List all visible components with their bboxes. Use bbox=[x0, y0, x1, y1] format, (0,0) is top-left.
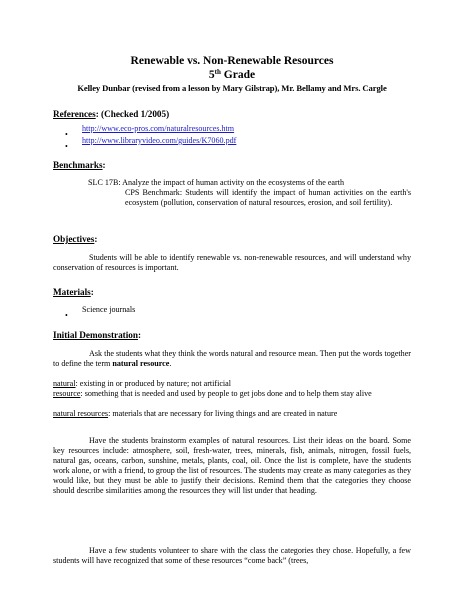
definition-resource: resource: something that is needed and used by people to get jobs done and to help them stay alive bbox=[53, 389, 372, 398]
references-heading: References bbox=[53, 109, 96, 119]
reference-link-1[interactable]: http://www.eco-pros.com/naturalresources.htm bbox=[82, 124, 235, 133]
materials-heading: Materials bbox=[53, 287, 91, 297]
demonstration-heading: Initial Demonstration bbox=[53, 330, 138, 340]
bullet-icon: • bbox=[65, 311, 68, 320]
bullet-icon: • bbox=[65, 142, 68, 151]
reference-link-2[interactable]: http://www.libraryvideo.com/guides/K7060.pdf bbox=[82, 136, 237, 145]
objectives-text: Students will be able to identify renewable vs. non-renewable resources, and will understand why conservation of resources is important. bbox=[53, 253, 411, 272]
references-note: : (Checked 1/2005) bbox=[95, 109, 170, 119]
demonstration-paragraph-1: Ask the students what they think the words natural and resource mean. Then put the words together to define the term natural resource. bbox=[53, 349, 411, 368]
grade-line bbox=[0, 68, 464, 81]
grade-number: 5 bbox=[208, 69, 215, 81]
definition-term: natural bbox=[53, 379, 76, 388]
definition-term: resource bbox=[53, 389, 81, 398]
grade-word: Grade bbox=[223, 69, 256, 81]
reference-item-2 bbox=[65, 136, 68, 154]
materials-item-text: Science journals bbox=[82, 305, 136, 314]
demonstration-heading-line: Initial Demonstration: bbox=[53, 330, 142, 340]
bullet-icon: • bbox=[65, 130, 68, 139]
materials-heading-line: Materials: bbox=[53, 287, 94, 297]
grade-suffix: th bbox=[214, 68, 221, 76]
definition-natural: natural: existing in or produced by nature; not artificial bbox=[53, 379, 232, 388]
benchmark-slc: SLC 17B: Analyze the impact of human activity on the ecosystems of the earth bbox=[88, 178, 345, 187]
benchmarks-heading: Benchmarks bbox=[53, 160, 103, 170]
references-heading-line bbox=[53, 104, 169, 122]
natural-resource-term: natural resource bbox=[112, 359, 170, 368]
demonstration-paragraph-3: Have a few students volunteer to share with the class the categories they chose. Hopefully, a few students will have recognized that some of these resources “come back” (trees, bbox=[53, 546, 411, 565]
objectives-heading-line: Objectives: bbox=[53, 234, 98, 244]
author-byline: Kelley Dunbar (revised from a lesson by Mary Gilstrap), Mr. Bellamy and Mrs. Cargle bbox=[77, 83, 387, 93]
objectives-heading: Objectives bbox=[53, 234, 95, 244]
definition-term: natural resources bbox=[53, 409, 109, 418]
demonstration-paragraph-2: Have the students brainstorm examples of natural resources. List their ideas on the board. Some key resources include: atmosphere, soil, fresh-water, trees, minerals, fish, animals, nitrogen, fossil fuels, natural gas, oceans, carbon, sunshine, metals, plants, coal, oil. Once the list is complete, have the students work alone, or with a friend, to group the list of resources. The students may create as many categories as they would like, but they must be able to justify their decisions. Remind them that the categories they choose should describe similarities among the resources they will list under that heading. bbox=[53, 436, 411, 495]
definition-natural-resources: natural resources: materials that are necessary for living things and are created in nature bbox=[53, 409, 338, 418]
materials-item bbox=[65, 305, 68, 323]
document-title: Renewable vs. Non-Renewable Resources bbox=[130, 55, 334, 67]
benchmarks-heading-line: Benchmarks: bbox=[53, 160, 106, 170]
benchmark-cps: CPS Benchmark: Students will identify the impact of human activities on the earth's ecosystem (pollution, conservation of natural resources, erosion, and soil fertility). bbox=[125, 188, 411, 207]
